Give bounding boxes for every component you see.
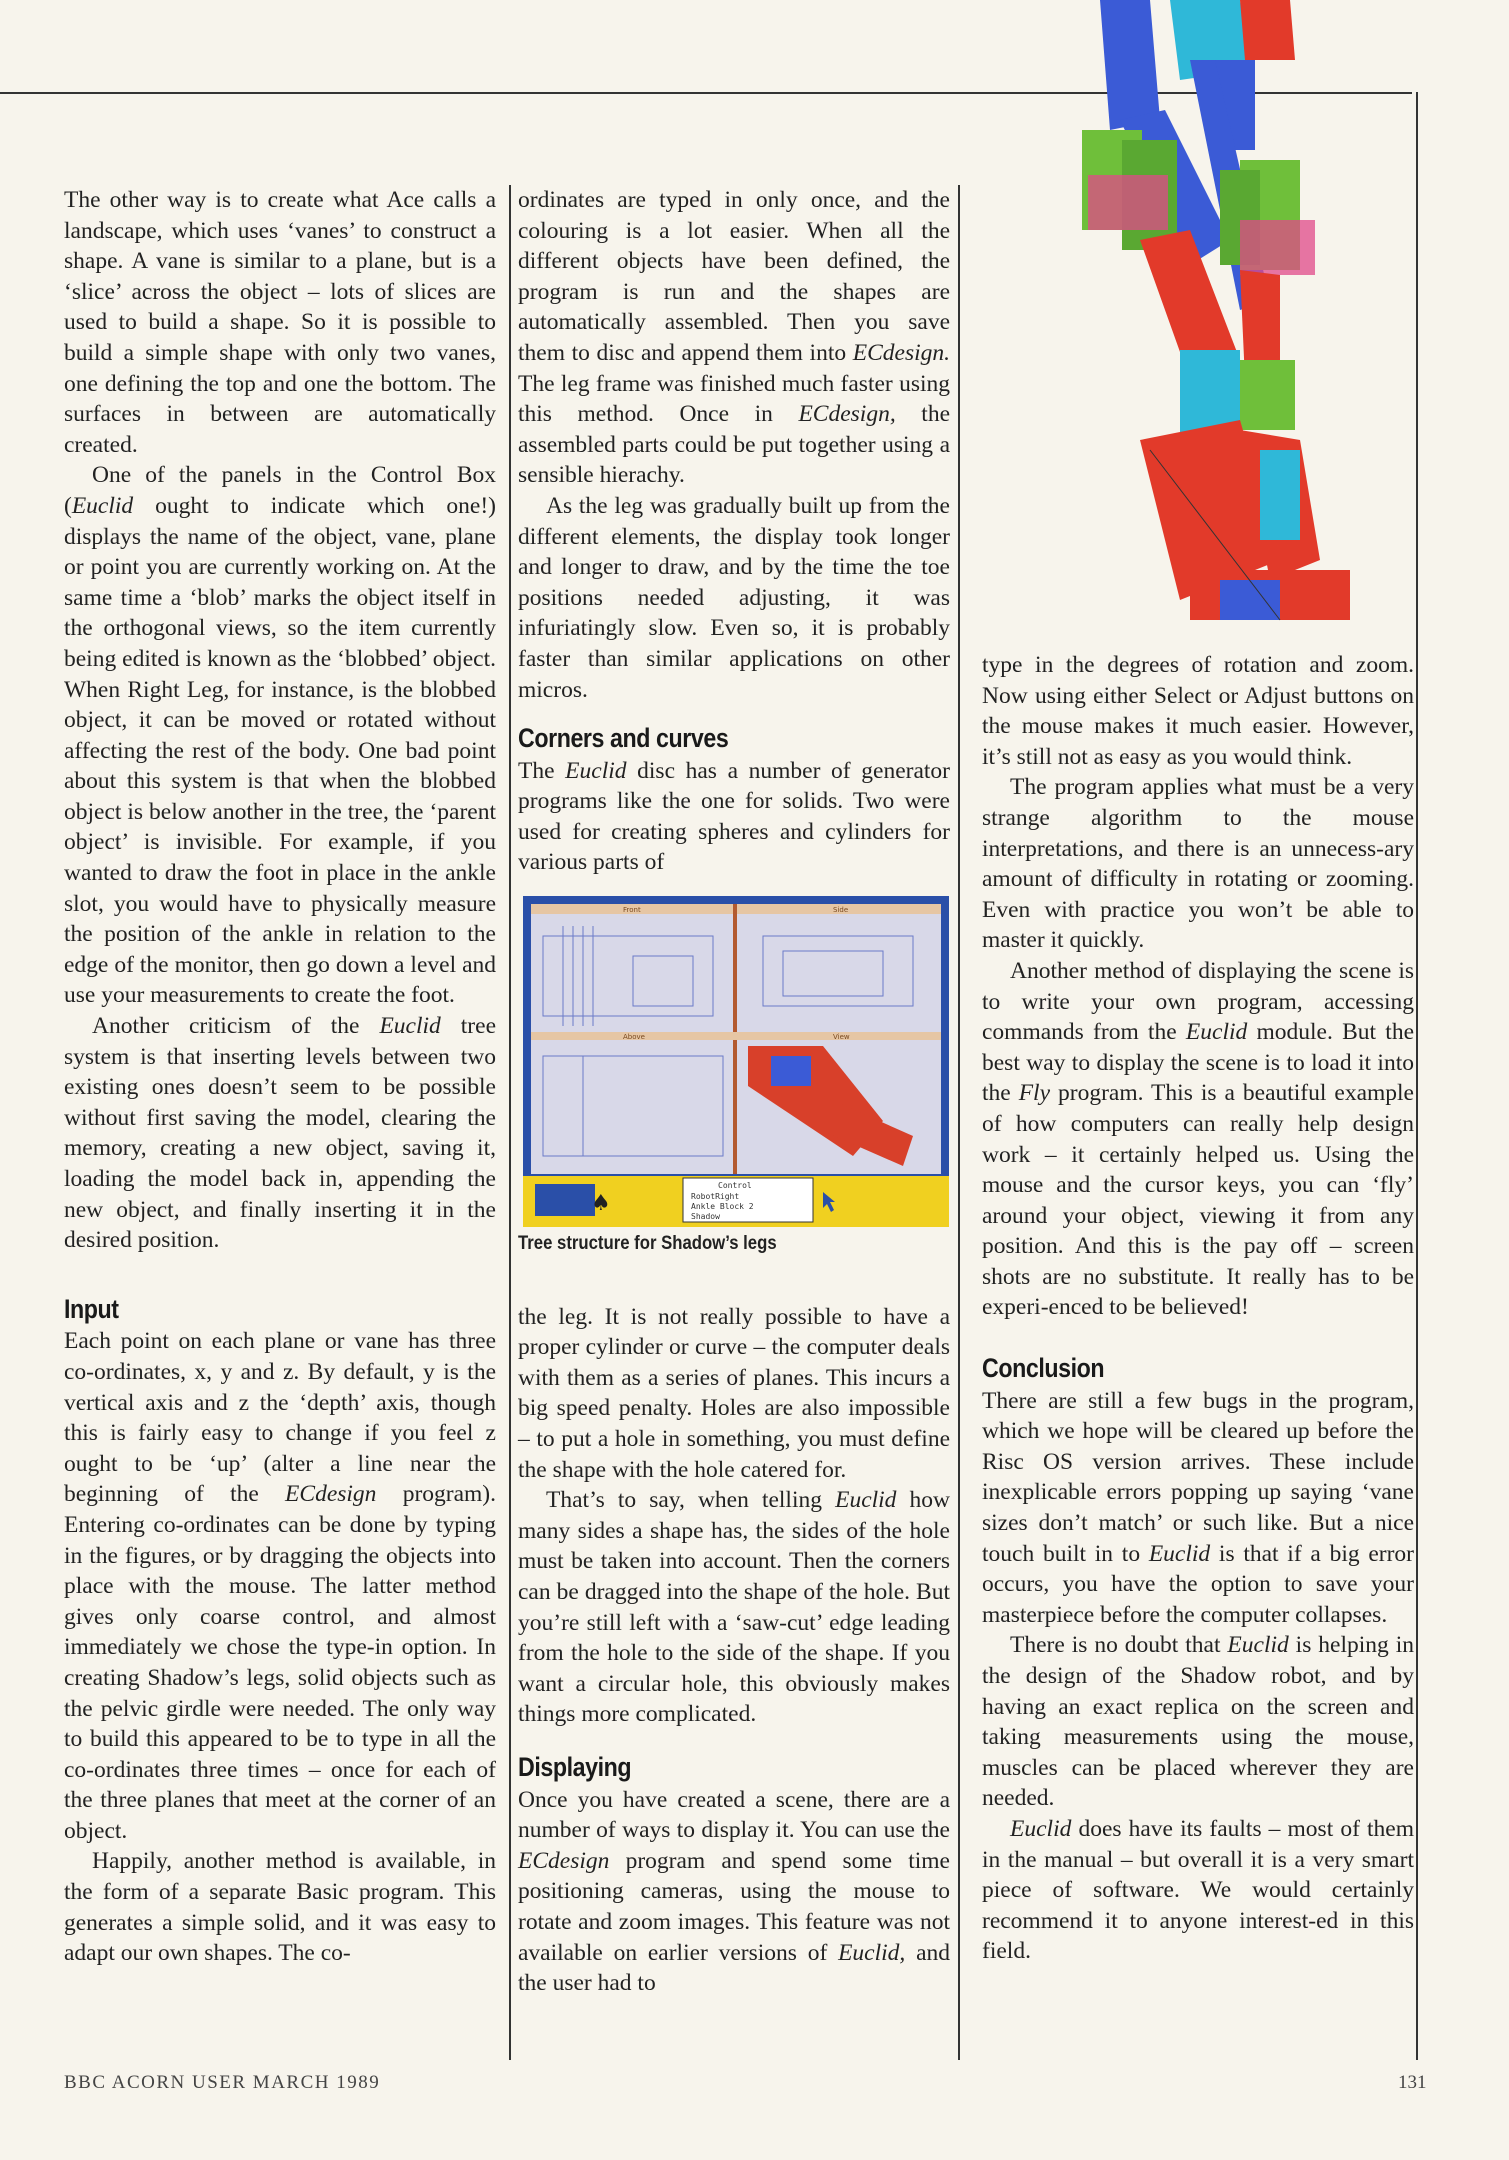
paragraph — [982, 956, 1414, 1323]
text-run: Euclid — [379, 1013, 441, 1040]
text-run: Euclid — [1227, 1632, 1289, 1659]
figure-caption: Tree structure for Shadow’s legs — [518, 1233, 777, 1255]
text-run: module. But the best way to display the scene is to load it into the — [982, 1019, 1414, 1107]
text-run: Euclid, — [838, 1939, 906, 1966]
text-run: The — [518, 757, 566, 784]
text-run: Fly — [1018, 1080, 1051, 1107]
text-run: Euclid — [835, 1487, 897, 1514]
text-run: Another method of displaying the scene is to write your own program, accessing commands from the — [982, 957, 1414, 1046]
text-run: Euclid — [71, 492, 134, 519]
status-row: Control — [718, 1181, 752, 1190]
heading-corners-and-curves: Corners and curves — [518, 723, 729, 754]
text-run: program). Entering co-ordinates can be done by typing in the figures, or by dragging the objects into place with the mouse. The latter method gives only coarse control, and almost immediately we chose the type-in option. In creating Shadow’s legs, solid objects such as the pelvic girdle were needed. The only way to build this appeared to be to type in all the co-ordinates three times – once for each of the three planes that meet at the corner of an object. — [64, 1481, 497, 1844]
text-run: ECdesign. — [852, 339, 950, 366]
text-run: That’s to say, when telling — [546, 1487, 836, 1514]
panel-label: Above — [623, 1033, 645, 1041]
heading-displaying: Displaying — [518, 1751, 632, 1782]
heading-input: Input — [64, 1293, 119, 1324]
svg-text:♠: ♠ — [591, 1191, 611, 1216]
paragraph — [518, 756, 950, 878]
spacer — [518, 1260, 950, 1302]
right-border — [1416, 92, 1418, 2060]
text-run: ECdesign — [518, 1847, 610, 1874]
text-run: program and spend some time positioning cameras, using the mouse to rotate and zoom images. This feature was not available on earlier versions of — [518, 1847, 950, 1966]
status-row: RobotRight — [691, 1192, 740, 1201]
text-run: The leg frame was finished much faster using this method. Once in — [518, 370, 950, 428]
text-run: Euclid — [1010, 1815, 1072, 1842]
status-row: Ankle Block 2 — [691, 1202, 754, 1211]
text-run: Euclid — [565, 757, 627, 784]
heading-conclusion: Conclusion — [982, 1353, 1105, 1384]
page-number: 131 — [1398, 2072, 1427, 2093]
text-run: tree system is that inserting levels between two existing ones doesn’t seem to be possible without first saving the model, clearing the memory, creating a new object, saving it, loading the model back in, appending the new object, and finally inserting it in the desired position. — [64, 1013, 496, 1254]
column-divider — [509, 185, 511, 2060]
text-run: There are still a few bugs in the program, which we hope will be cleared up before the Risc OS version arrives. These include inexplicable errors popping up saying ‘vane sizes don’t match’ or such like. But a nice touch built in to — [982, 1387, 1414, 1567]
text-run: Once you have created a scene, there are a number of ways to display it. You can use the — [518, 1786, 950, 1844]
text-run: program. This is a beautiful example of how computers can really help design work – it certainly helped us. Using the mouse and the cursor keys, you can ‘fly’ around your object, viewing it from any position. And this is the pay off – screen shots are no substitute. It really has to be experi-enced to be believed! — [982, 1080, 1414, 1321]
text-run: Each point on each plane or vane has three co-ordinates, x, y and z. By default, y is the vertical axis and z the ‘depth’ axis, though this is fairly easy to change if you feel z ought to be ‘up’ (alter a line near the beginning of the — [64, 1328, 496, 1508]
column-3 — [982, 650, 1414, 1967]
panel-label: Front — [623, 906, 641, 914]
text-run: ECdesign, — [798, 401, 896, 428]
text-run: ought to indicate which one!) displays the name of the object, vane, plane or point you are currently working on. At the same time a ‘blob’ marks the object itself in the orthogonal views, so the item currently being edited is known as the ‘blobbed’ object. When Right Leg, for instance, is the blobbed object, it can be moved or rotated without affecting the rest of the body. One bad point about this system is that when the blobbed object is below another in the tree, the ‘parent object’ is invisible. For example, if you wanted to draw the foot in place in the ankle slot, you would have to physically measure the position of the ankle in relation to the edge of the monitor, then go down a level and use your measurements to create the foot. — [64, 492, 496, 1009]
paragraph — [518, 185, 950, 491]
screenshot-image — [523, 896, 949, 1227]
text-run: disc has a number of generator programs like the one for solids. Two were used for creating spheres and cylinders for various parts of — [518, 757, 950, 876]
text-run: how many sides a shape has, the sides of the hole must be taken into account. Then the corners can be dragged into the shape of the hole. But you’re still left with a ‘saw-cut’ edge leading from the hole to the side of the shape. If you want a circular hole, this obviously makes things more complicated. — [518, 1487, 950, 1728]
text-run: does have its faults – most of them in the manual – but overall it is a very smart piece of software. We would certainly recommend it to anyone interest-ed in this field. — [982, 1815, 1414, 1965]
column-divider — [958, 185, 960, 2060]
paragraph — [64, 1011, 496, 1256]
text-run: is that if a big error occurs, you have the option to save your masterpiece before the computer collapses. — [982, 1540, 1415, 1628]
panel-label: Side — [833, 906, 849, 914]
panel-label: View — [833, 1033, 850, 1041]
paragraph: type in the degrees of rotation and zoom. Now using either Select or Adjust buttons on the mouse makes it much easier. However, it’s still not as easy as you would think. — [982, 652, 1414, 770]
paragraph — [64, 1326, 496, 1846]
footer-publication: BBC ACORN USER MARCH 1989 — [64, 2072, 381, 2093]
paragraph: the leg. It is not really possible to have a proper cylinder or curve – the computer deals with them as a series of planes. This incurs a big speed penalty. Holes are also impossible – to put a hole in something, you must define the shape with the hole catered for. — [518, 1303, 950, 1483]
status-row: Shadow — [691, 1212, 720, 1221]
robot-leg-illustration — [1040, 0, 1420, 640]
paragraph — [64, 460, 496, 1011]
paragraph — [518, 1485, 950, 1730]
text-run: the assembled parts could be put together using a sensible hierachy. — [518, 401, 950, 489]
text-run: One of the panels in the Control Box ( — [64, 462, 496, 519]
text-run: Euclid — [1148, 1540, 1211, 1567]
paragraph: As the leg was gradually built up from the different elements, the display took longer and longer to draw, and by the time the toe positions needed adjusting, it was infuriatingly slow. Even so, it is probably faster than similar applications on other micros. — [518, 492, 950, 703]
text-run: There is no doubt that — [1010, 1632, 1228, 1659]
paragraph: The other way is to create what Ace calls a landscape, which uses ‘vanes’ to construct a shape. A vane is similar to a plane, but is a ‘slice’ across the object – lots of slices are used to build a shape. So it is possible to build a simple shape with only two vanes, one defining the top and one the bottom. The surfaces in between are automatically created. — [64, 187, 496, 458]
paragraph — [518, 1785, 950, 1999]
text-run: ordinates are typed in only once, and the colouring is a lot easier. When all the different objects have been defined, the program is run and the shapes are automatically assembled. Then you save them to disc and append them into — [518, 187, 950, 366]
text-run: Another criticism of the — [92, 1013, 380, 1040]
text-run: ECdesign — [285, 1481, 377, 1508]
paragraph: Happily, another method is available, in the form of a separate Basic program. This generates a simple solid, and it was easy to adapt our own shapes. The co- — [64, 1848, 496, 1967]
text-run: is helping in the design of the Shadow robot, and by having an exact replica on the screen and taking measurements using the mouse, muscles can be placed wherever they are needed. — [982, 1632, 1414, 1812]
paragraph — [982, 1814, 1414, 1967]
text-run: and the user had to — [518, 1939, 950, 1997]
paragraph — [982, 1630, 1414, 1814]
paragraph — [982, 1386, 1414, 1631]
tree-structure-screenshot — [523, 896, 949, 1227]
paragraph: The program applies what must be a very strange algorithm to the mouse interpretations, and there is an unnecess-ary amount of difficulty in rotating or zooming. Even with practice you won’t be able to master it quickly. — [982, 774, 1414, 954]
text-run: Euclid — [1185, 1019, 1248, 1046]
column-1 — [64, 185, 496, 1969]
